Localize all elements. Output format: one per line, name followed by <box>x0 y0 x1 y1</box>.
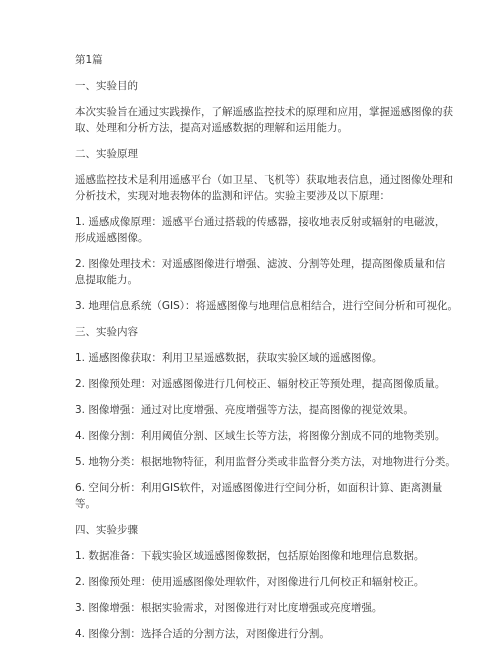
section-heading: 一、实验目的 <box>75 80 138 92</box>
paragraph <box>75 256 446 288</box>
paragraph <box>75 626 435 642</box>
paragraph-line: 5. 地物分类：根据地物特征，利用监督分类或非监督分类方法，对地物进行分类。 <box>75 456 456 468</box>
section-heading: 三、实验内容 <box>75 326 138 338</box>
paragraph-line: 1. 遥感图像获取：利用卫星遥感数据，获取实验区域的遥感图像。 <box>75 352 383 364</box>
paragraph <box>75 214 446 246</box>
paragraph-line: 2. 图像处理技术：对遥感图像进行增强、滤波、分割等处理，提高图像质量和信 <box>75 258 446 270</box>
paragraph-line: 4. 图像分割：选择合适的分割方法，对图像进行分割。 <box>75 628 330 640</box>
paragraph <box>75 104 453 136</box>
paragraph-line: 1. 数据准备：下载实验区域遥感图像数据，包括原始图像和地理信息数据。 <box>75 550 425 562</box>
paragraph-line: 分析技术，实现对地表物体的监测和评估。实验主要涉及以下原理： <box>75 190 390 202</box>
paragraph <box>75 480 443 512</box>
paragraph-line: 形成遥感图像。 <box>75 232 149 244</box>
paragraph-line: 3. 图像增强：根据实验需求，对图像进行对比度增强或亮度增强。 <box>75 602 383 614</box>
paragraph-line: 息提取能力。 <box>75 274 138 286</box>
paragraph-line: 3. 地理信息系统（GIS）：将遥感图像与地理信息相结合，进行空间分析和可视化。 <box>75 300 459 312</box>
paragraph-line: 2. 图像预处理：使用遥感图像处理软件，对图像进行几何校正和辐射校正。 <box>75 576 425 588</box>
paragraph <box>75 428 446 444</box>
paragraph-line: 2. 图像预处理：对遥感图像进行几何校正、辐射校正等预处理，提高图像质量。 <box>75 378 446 390</box>
section-heading: 四、实验步骤 <box>75 524 138 536</box>
paragraph-line: 取、处理和分析方法，提高对遥感数据的理解和运用能力。 <box>75 122 348 134</box>
paragraph <box>75 298 459 314</box>
paragraph-line: 遥感监控技术是利用遥感平台（如卫星、飞机等）获取地表信息，通过图像处理和 <box>75 174 453 186</box>
paragraph <box>75 172 453 204</box>
paragraph-line: 3. 图像增强：通过对比度增强、亮度增强等方法，提高图像的视觉效果。 <box>75 404 414 416</box>
paragraph-line: 等。 <box>75 498 96 510</box>
section-heading: 二、实验原理 <box>75 148 138 160</box>
document-content <box>75 52 459 652</box>
paragraph <box>75 350 435 366</box>
paragraph-line: 本次实验旨在通过实践操作，了解遥感监控技术的原理和应用，掌握遥感图像的获 <box>75 106 453 118</box>
paragraph <box>75 548 435 564</box>
paragraph <box>75 600 435 616</box>
paragraph-line: 4. 图像分割：利用阈值分割、区域生长等方法，将图像分割成不同的地物类别。 <box>75 430 446 442</box>
paragraph-line: 6. 空间分析：利用GIS软件，对遥感图像进行空间分析，如面积计算、距离测量 <box>75 482 443 494</box>
paragraph-line: 1. 遥感成像原理：遥感平台通过搭载的传感器，接收地表反射或辐射的电磁波， <box>75 216 446 228</box>
document-part-label: 第1篇 <box>75 54 103 66</box>
paragraph <box>75 402 435 418</box>
paragraph <box>75 574 435 590</box>
paragraph <box>75 376 446 392</box>
paragraph <box>75 454 456 470</box>
